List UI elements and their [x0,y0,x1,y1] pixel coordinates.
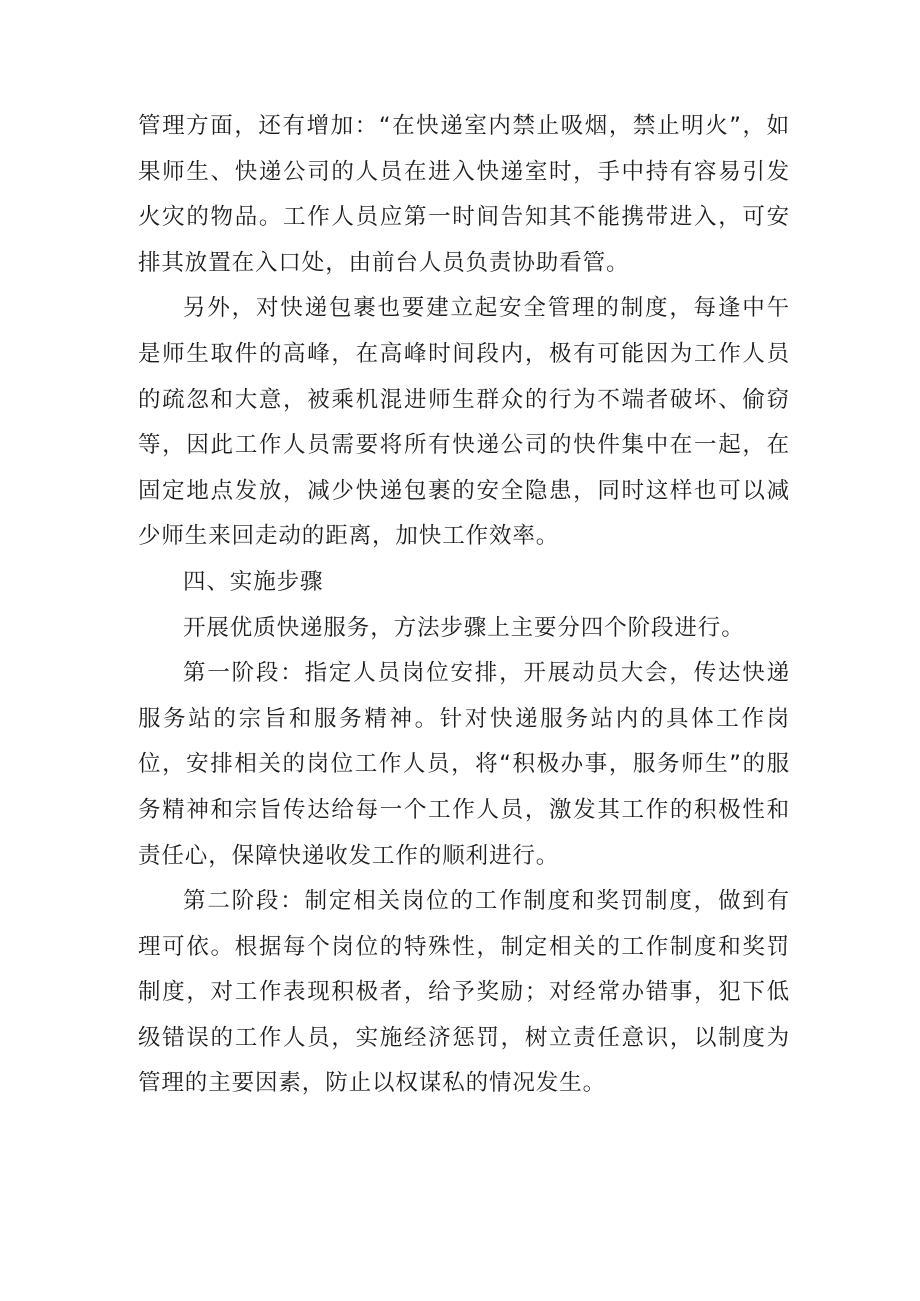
paragraph-fire-safety: 管理方面，还有增加：“在快递室内禁止吸烟，禁止明火”，如果师生、快递公司的人员在进入快递室时，手中持有容易引发火灾的物品。工作人员应第一时间告知其不能携带进入，可安排其放置在入口处，由前台人员负责协助看管。 [138,113,790,276]
paragraph-stage-two: 第二阶段：制定相关岗位的工作制度和奖罚制度，做到有理可依。根据每个岗位的特殊性，制定相关的工作制度和奖罚制度，对工作表现积极者，给予奖励；对经常办错事，犯下低级错误的工作人员，实施经济惩罚，树立责任意识，以制度为管理的主要因素，防止以权谋私的情况发生。 [138,888,790,1097]
document-body [138,104,790,1107]
paragraph-parcel-safety: 另外，对快递包裹也要建立起安全管理的制度，每逢中午是师生取件的高峰，在高峰时间段内，极有可能因为工作人员的疏忽和大意，被乘机混进师生群众的行为不端者破坏、偷窃等，因此工作人员需要将所有快递公司的快件集中在一起，在固定地点发放，减少快递包裹的安全隐患，同时这样也可以减少师生来回走动的距离，加快工作效率。 [138,295,790,550]
paragraph-steps-intro: 开展优质快递服务，方法步骤上主要分四个阶段进行。 [183,614,745,641]
section-heading-implementation-steps: 四、实施步骤 [183,568,324,595]
paragraph-stage-one: 第一阶段：指定人员岗位安排，开展动员大会，传达快递服务站的宗旨和服务精神。针对快递服务站内的具体工作岗位，安排相关的岗位工作人员，将“积极办事，服务师生”的服务精神和宗旨传达给每一个工作人员，激发其工作的积极性和责任心，保障快递收发工作的顺利进行。 [138,660,790,869]
